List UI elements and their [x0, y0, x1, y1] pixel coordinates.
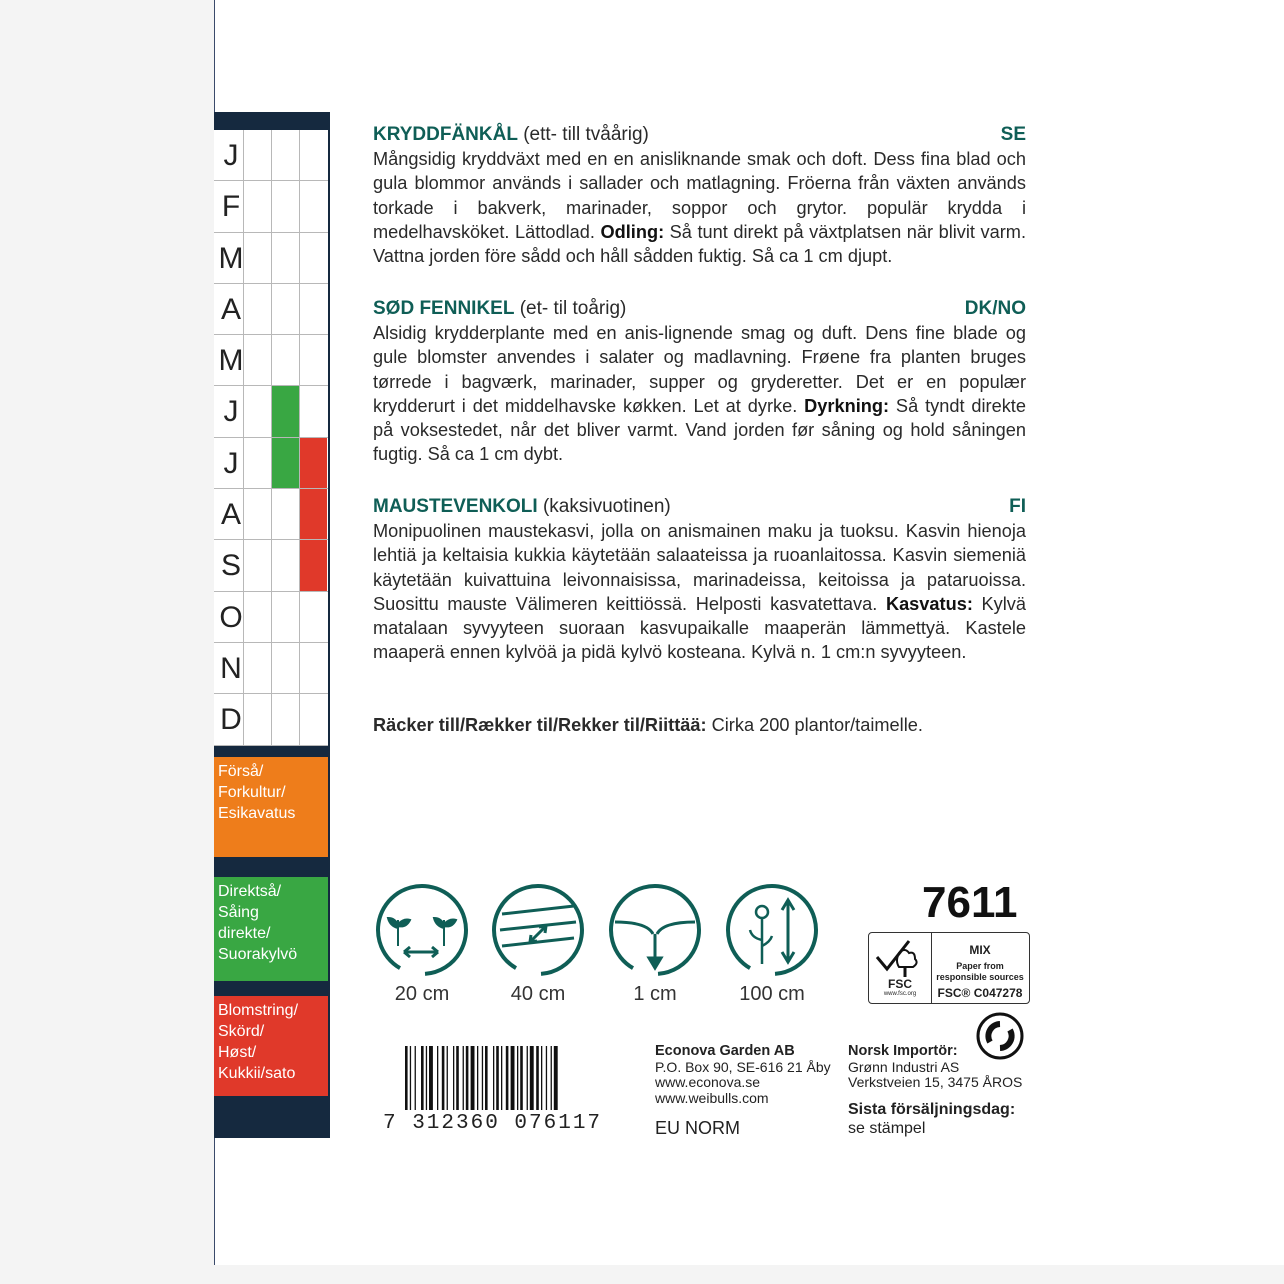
section-subtitle: (et- til toårig)	[519, 298, 627, 319]
plant-height-label: 100 cm	[739, 983, 805, 1005]
calendar-cell	[299, 335, 327, 385]
month-label: D	[220, 703, 242, 737]
barcode-bar	[471, 1046, 475, 1110]
calendar-cell	[243, 694, 271, 744]
company-line: www.weibulls.com	[655, 1089, 769, 1106]
barcode-bar	[415, 1046, 416, 1110]
calendar-cell	[243, 386, 271, 436]
barcode-bar	[429, 1046, 433, 1110]
body-text: Så tyndt direkte på voksestedet, når det bliver varmt. Vand jorden før såning og hold såningen fugtig. Så ca 1 cm dybt.	[373, 395, 1026, 465]
calendar-month-row	[214, 284, 328, 335]
plant-spacing-icon	[374, 882, 470, 978]
month-label: M	[218, 344, 244, 378]
body-bold: Odling:	[600, 221, 665, 242]
month-label: M	[218, 241, 244, 275]
fsc-site: www.fsc.org	[883, 991, 917, 997]
row-spacing-label: 40 cm	[510, 983, 566, 1005]
company-line: www.econova.se	[655, 1074, 761, 1090]
calendar-cell	[299, 284, 327, 334]
body-bold: Dyrkning:	[804, 395, 890, 416]
fsc-line: responsible sources	[936, 972, 1024, 982]
month-label: N	[220, 651, 242, 685]
legend-text: Kukkii/sato	[218, 1065, 296, 1082]
barcode-bar	[517, 1046, 518, 1110]
section-fi	[373, 495, 1026, 664]
calendar-month-row	[214, 643, 328, 694]
importer-line: Verkstveien 15, 3475 ÅROS	[848, 1074, 1023, 1090]
calendar-cell	[243, 284, 271, 334]
calendar-grid	[214, 130, 328, 746]
calendar-month-row	[214, 386, 328, 437]
barcode-bar	[466, 1046, 469, 1110]
legend-text: Skörd/	[218, 1023, 265, 1040]
barcode-bar	[482, 1046, 483, 1110]
calendar-cell	[271, 181, 299, 231]
calendar-cell	[243, 335, 271, 385]
sowing-depth-label: 1 cm	[633, 983, 677, 1005]
company-name: Econova Garden AB	[655, 1043, 795, 1059]
section-subtitle: (ett- till tvåårig)	[523, 124, 649, 145]
section-se	[373, 123, 1026, 268]
calendar-month-row	[214, 335, 328, 386]
tree-checkmark-icon	[869, 933, 929, 979]
calendar-cell	[299, 643, 327, 693]
plant-height-icon	[724, 882, 820, 978]
month-label: O	[219, 600, 243, 634]
calendar-cell	[243, 181, 271, 231]
calendar-cell	[299, 386, 327, 436]
sowing-calendar	[214, 112, 330, 1138]
legend-text: Såing	[218, 904, 259, 921]
calendar-cell	[243, 540, 271, 590]
barcode-bar	[421, 1046, 424, 1110]
barcode-bar	[426, 1046, 427, 1110]
calendar-month-row	[214, 438, 328, 489]
section-subtitle: (kaksivuotinen)	[542, 496, 671, 517]
sowing-depth-icon	[607, 882, 703, 978]
calendar-cell	[271, 335, 299, 385]
fsc-code: FSC® C047278	[937, 986, 1023, 1000]
barcode-bar	[541, 1046, 542, 1110]
barcode-bar	[456, 1046, 459, 1110]
barcode-bar	[520, 1046, 523, 1110]
last-sale-date	[848, 1100, 1015, 1138]
calendar-cell	[299, 438, 327, 488]
legend-text: direkte/	[218, 925, 271, 942]
month-label: F	[221, 190, 241, 224]
fsc-mix: MIX	[969, 943, 991, 957]
calendar-cell	[243, 489, 271, 539]
eu-norm: EU NORM	[655, 1118, 740, 1138]
calendar-cell	[271, 284, 299, 334]
legend-presow	[214, 757, 328, 857]
company-line: P.O. Box 90, SE-616 21 Åby	[655, 1058, 831, 1075]
body-text: Så tunt direkt på växtplatsen när blivit varm. Vattna jorden före sådd och håll sådden fuktig. Så ca 1 cm djupt.	[373, 221, 1026, 267]
language-code: SE	[1000, 124, 1026, 145]
calendar-cell	[271, 540, 299, 590]
calendar-cell	[271, 592, 299, 642]
calendar-cell	[271, 489, 299, 539]
calendar-cell	[271, 643, 299, 693]
language-code: FI	[1009, 496, 1026, 517]
product-number: 7611	[922, 878, 1018, 927]
month-label: J	[223, 139, 239, 172]
barcode-bar	[496, 1046, 499, 1110]
barcode-bar	[463, 1046, 464, 1110]
calendar-cell	[299, 592, 327, 642]
month-label: A	[220, 498, 241, 532]
barcode-number: 7 312360 076117	[383, 1112, 603, 1135]
calendar-cell	[243, 130, 271, 180]
barcode-bar	[501, 1046, 502, 1110]
barcode-bar	[546, 1046, 547, 1110]
calendar-cell	[299, 130, 327, 180]
yield-label: Räcker till/Rækker til/Rekker til/Riittää:	[373, 715, 707, 735]
body-text: Monipuolinen maustekasvi, jolla on anismainen maku ja tuoksu. Kasvin hienoja lehtiä ja keltaisia kukkia käytetään salaateissa ja ruoanlaitossa. Kasvin siemeniä käytetään kuivattuina leivonnaisissa, marinadeissa, keitoissa ja pataruoissa. Suosittu mauste Välimeren keittiössä. Helposti kasvatettava.	[373, 521, 1026, 614]
section-title: SØD FENNIKEL	[373, 298, 515, 319]
legend-direct-sow	[214, 877, 328, 981]
barcode-bar	[551, 1046, 552, 1110]
fsc-label	[868, 932, 1030, 1004]
fsc-brand: FSC	[888, 977, 912, 991]
last-sale-title: Sista försäljningsdag:	[848, 1101, 1016, 1118]
language-code: DK/NO	[964, 298, 1026, 319]
calendar-cell	[271, 386, 299, 436]
calendar-cell	[271, 438, 299, 488]
barcode-bar	[453, 1046, 454, 1110]
calendar-month-row	[214, 181, 328, 232]
barcode	[403, 1046, 618, 1110]
fsc-logo	[869, 933, 932, 1003]
calendar-cell	[299, 233, 327, 283]
calendar-cell	[243, 233, 271, 283]
body-text: Kylvä matalaan syvyyteen suoraan kasvupaikalle maaperän lämmettyä. Kastele maaperä ennen kylvöä ja pidä kylvö kosteana. Kylvä n. 1 cm:n syvyyteen.	[373, 593, 1027, 663]
barcode-bar	[477, 1046, 478, 1110]
barcode-bar	[485, 1046, 488, 1110]
legend-text: Forkultur/	[218, 784, 286, 801]
calendar-cell	[243, 643, 271, 693]
calendar-month-row	[214, 233, 328, 284]
company-address	[655, 1043, 831, 1106]
body-text: Mångsidig kryddväxt med en en anisliknande smak och doft. Dess fina blad och gula blommor används i sallader och matlagning. Fröerna från växten används torkade i bakverk, marinader, soppor och grytor. populär krydda i medelhavsköket. Lättodlad.	[373, 149, 1026, 242]
calendar-cell	[299, 694, 327, 744]
plant-spacing-label: 20 cm	[394, 983, 450, 1005]
calendar-cell	[299, 489, 327, 539]
barcode-bar	[530, 1046, 534, 1110]
barcode-bar	[493, 1046, 494, 1110]
legend-text: Suorakylvö	[218, 946, 298, 963]
barcode-bar	[527, 1046, 528, 1110]
calendar-month-row	[214, 540, 328, 591]
body-text: Alsidig krydderplante med en anis-lignende smag og duft. Dens fine blade og gule blomster anvendes i salater og madlavning. Frøene fra planten bruges tørrede i bagværk, marinader, supper og gryderetter. Det er en populær krydderurt i det middelhavske køkken. Let at dyrke.	[373, 323, 1026, 416]
barcode-bar	[554, 1046, 558, 1110]
calendar-month-row	[214, 130, 328, 181]
calendar-cell	[243, 438, 271, 488]
month-label: J	[223, 395, 239, 429]
importer-address	[848, 1043, 1022, 1091]
barcode-bar	[410, 1046, 411, 1110]
legend-bloom	[214, 996, 328, 1096]
barcode-bar	[442, 1046, 445, 1110]
calendar-month-row	[214, 592, 328, 643]
calendar-cell	[243, 592, 271, 642]
calendar-month-row	[214, 694, 328, 745]
last-sale-value: se stämpel	[848, 1120, 926, 1137]
section-body	[373, 519, 1026, 664]
barcode-bar	[447, 1046, 448, 1110]
month-label: A	[220, 292, 241, 326]
fsc-description	[933, 961, 1027, 983]
barcode-bar	[405, 1046, 408, 1110]
section-title: KRYDDFÄNKÅL	[373, 124, 518, 145]
section-body	[373, 321, 1026, 466]
month-label: S	[220, 549, 241, 583]
legend-text: Blomstring/	[218, 1002, 299, 1019]
legend-text: Direktså/	[218, 883, 282, 900]
legend-text: Høst/	[218, 1044, 257, 1061]
fsc-line: Paper from	[956, 961, 1004, 971]
section-dk-no	[373, 297, 1026, 466]
barcode-bar	[511, 1046, 515, 1110]
calendar-cell	[271, 130, 299, 180]
calendar-cell	[271, 233, 299, 283]
importer-line: Grønn Industri AS	[848, 1058, 960, 1075]
barcode-bar	[437, 1046, 438, 1110]
month-label: J	[223, 446, 239, 480]
calendar-month-row	[214, 489, 328, 540]
legend-text: Förså/	[218, 763, 264, 780]
yield-line	[373, 715, 923, 736]
calendar-cell	[271, 694, 299, 744]
importer-title: Norsk Importör:	[848, 1043, 958, 1059]
barcode-bar	[506, 1046, 509, 1110]
legend-text: Esikavatus	[218, 805, 296, 822]
section-title: MAUSTEVENKOLI	[373, 496, 538, 517]
calendar-cell	[299, 540, 327, 590]
section-body	[373, 147, 1026, 268]
body-bold: Kasvatus:	[885, 593, 973, 614]
yield-value: Cirka 200 plantor/taimelle.	[706, 715, 923, 735]
barcode-bar	[536, 1046, 539, 1110]
row-spacing-icon	[490, 882, 586, 978]
calendar-cell	[299, 181, 327, 231]
